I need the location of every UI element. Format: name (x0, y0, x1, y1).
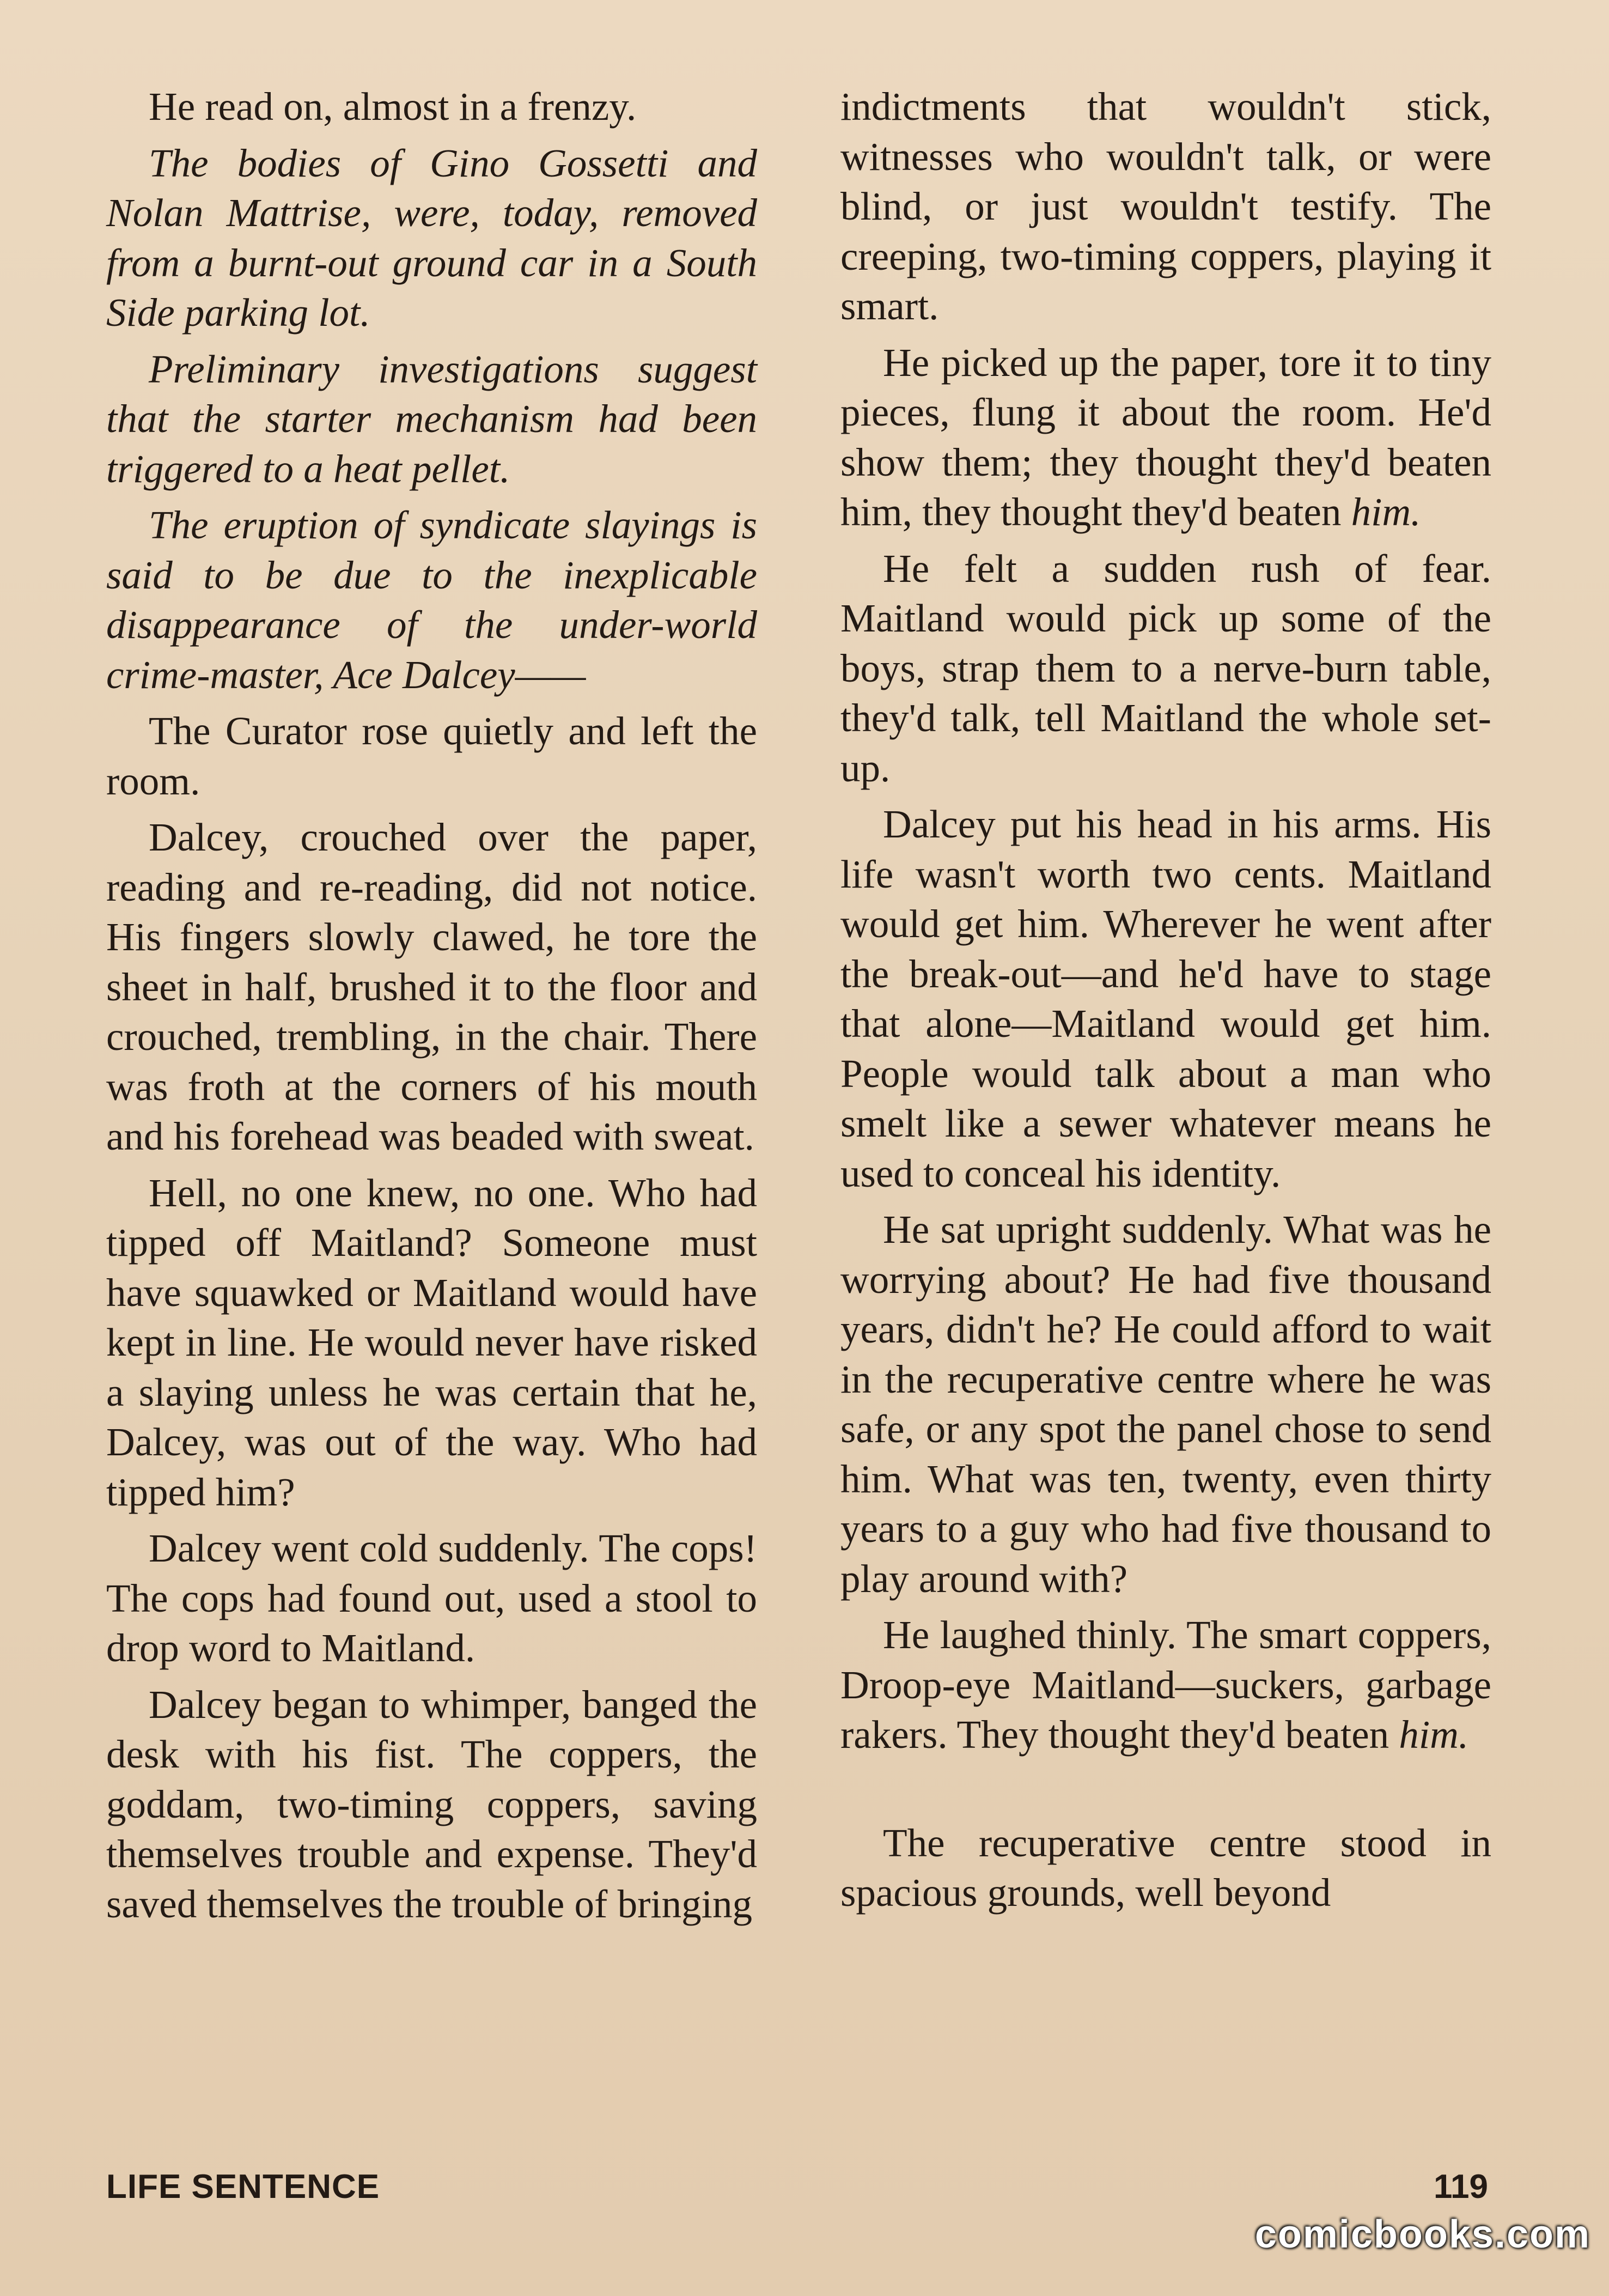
right-column (840, 82, 1491, 1924)
paragraph-continued: indictments that wouldn't stick, witnesses who wouldn't talk, or were blind, or just wouldn't testify. The creeping, two-timing coppers, playing it smart. (840, 84, 1491, 328)
paragraph: Dalcey went cold suddenly. The cops! The cops had found out, used a stool to drop word to Maitland. (106, 1526, 757, 1670)
news-excerpt-paragraph: Preliminary investigations suggest that the starter mechanism had been triggered to a heat pellet. (106, 347, 757, 491)
paragraph: He sat upright suddenly. What was he worrying about? He had five thousand years, didn't he? He could afford to wait in the recuperative centre where he was safe, or any spot the panel chose to send him. What was ten, twenty, even thirty years to a guy who had five thousand to play around with? (840, 1207, 1491, 1601)
left-column (106, 82, 757, 1935)
news-excerpt-paragraph: The bodies of Gino Gossetti and Nolan Mattrise, were, today, removed from a burnt-out ground car in a South Side parking lot. (106, 141, 757, 335)
section-break (840, 1766, 1491, 1818)
paragraph: Hell, no one knew, no one. Who had tipped off Maitland? Someone must have squawked or Maitland would have kept in line. He would never have risked a slaying unless he was certain that he, Dalcey, was out of the way. Who had tipped him? (106, 1170, 757, 1514)
paragraph: The recuperative centre stood in spacious grounds, well beyond (840, 1820, 1491, 1915)
paragraph (840, 338, 1491, 537)
news-excerpt-paragraph: The eruption of syndicate slayings is said to be due to the inexplicable disappearance of the under-world crime-master, Ace Dalcey—— (106, 503, 757, 697)
watermark: comicbooks.com (1254, 2213, 1590, 2256)
paragraph: The Curator rose quietly and left the room. (106, 709, 757, 803)
paragraph-text: He laughed thinly. The smart coppers, Droop-eye Maitland—suckers, garbage rakers. They thought they'd beaten (840, 1613, 1491, 1757)
paragraph: He read on, almost in a frenzy. (149, 84, 637, 129)
paragraph-text: He picked up the paper, tore it to tiny pieces, flung it about the room. He'd show them; they thought they'd beaten him, they thought they'd beaten (840, 340, 1491, 534)
emphasis-text: him. (1351, 490, 1421, 534)
running-footer-title: LIFE SENTENCE (106, 2168, 380, 2206)
emphasis-text: him. (1399, 1712, 1469, 1757)
paragraph: Dalcey began to whimper, banged the desk with his fist. The coppers, the goddam, two-timing coppers, saving themselves trouble and expense. They'd saved themselves the trouble of bringing (106, 1682, 757, 1926)
paragraph: He felt a sudden rush of fear. Maitland would pick up some of the boys, strap them to a nerve-burn table, they'd talk, tell Maitland the whole set-up. (840, 546, 1491, 790)
paragraph: Dalcey, crouched over the paper, reading and re-reading, did not notice. His fingers slowly clawed, he tore the sheet in half, brushed it to the floor and crouched, trembling, in the chair. There was froth at the corners of his mouth and his forehead was beaded with sweat. (106, 815, 757, 1158)
paragraph: Dalcey put his head in his arms. His life wasn't worth two cents. Maitland would get him. Wherever he went after the break-out—and he'd have to stage that alone—Maitland would get him. People would talk about a man who smelt like a sewer whatever means he used to conceal his identity. (840, 802, 1491, 1195)
paragraph (840, 1610, 1491, 1760)
page-number: 119 (1434, 2168, 1489, 2206)
